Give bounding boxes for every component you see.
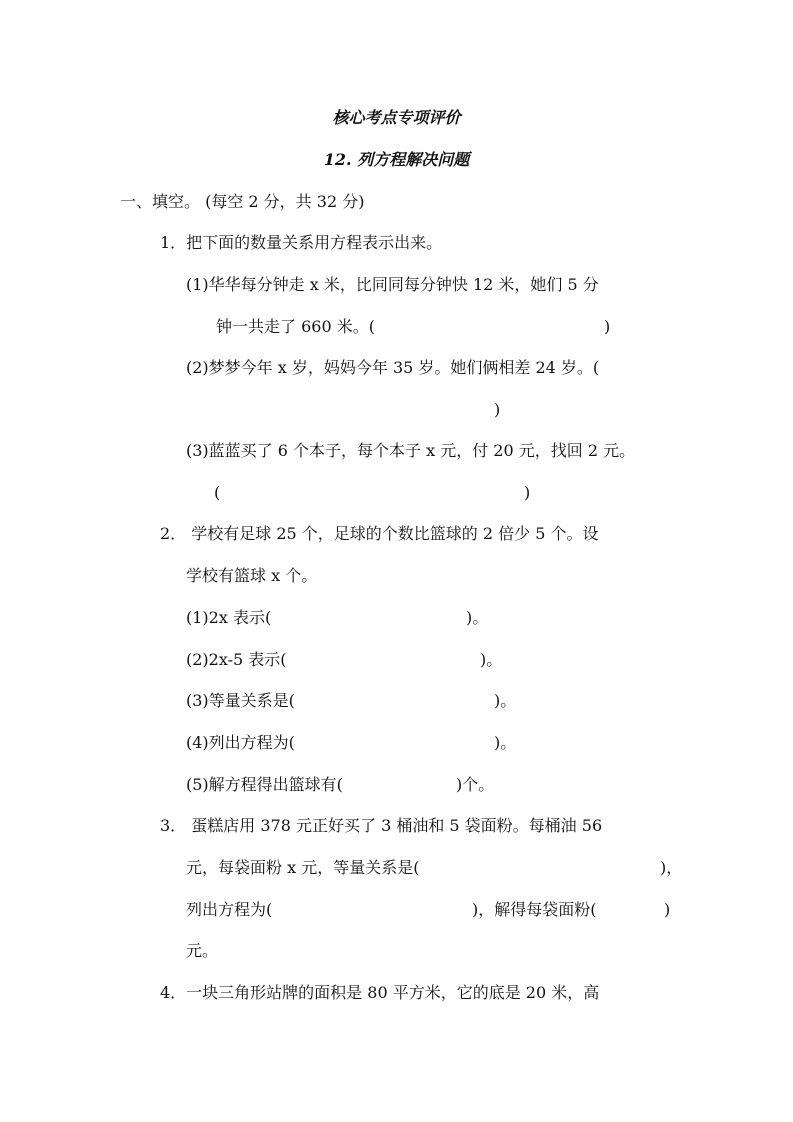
q1-part2-answer-close: ) [494,400,501,419]
q1-part3-answer-close: ) [524,483,531,502]
q2-stem-line2: 学校有篮球 x 个。 [186,566,318,585]
q2-sub4: (4)列出方程为( [186,733,295,752]
q2-sub5-close: )个。 [456,775,495,794]
q3-line3-mid: )，解得每袋面粉( [472,900,597,919]
q1-part1-line2: 钟一共走了 660 米。( [216,317,375,336]
q3-line2: 元，每袋面粉 x 元，等量关系是( [186,858,420,877]
q2-sub3-close: )。 [494,691,517,710]
q1-part2-line1: (2)梦梦今年 x 岁，妈妈今年 35 岁。她们俩相差 24 岁。( [186,358,600,377]
q3-line2-close: )， [660,858,683,877]
q3-line3: 列出方程为( [186,900,273,919]
q2-sub2-close: )。 [480,650,503,669]
q1-part3-line1: (3)蓝蓝买了 6 个本子，每个本子 x 元，付 20 元，找回 2 元。 [186,441,636,460]
q1-part3-answer-open: ( [214,483,221,502]
q2-sub3: (3)等量关系是( [186,691,295,710]
section-heading: 一、填空。 (每空 2 分，共 32 分) [120,192,365,211]
q1-stem: 1．把下面的数量关系用方程表示出来。 [160,233,443,252]
q1-part1-line1: (1)华华每分钟走 x 米，比同同每分钟快 12 米，她们 5 分 [186,275,599,294]
q2-sub1-close: )。 [466,608,489,627]
q3-line3-close: ) [664,900,671,919]
q1-part1-answer-close: ) [604,317,611,336]
q3-line1: 3． 蛋糕店用 378 元正好买了 3 桶油和 5 袋面粉。每桶油 56 [160,816,603,835]
q2-sub1: (1)2x 表示( [186,608,272,627]
q2-sub2: (2)2x-5 表示( [186,650,287,669]
q3-line4: 元。 [186,941,219,960]
q2-sub5: (5)解方程得出篮球有( [186,775,343,794]
q2-stem-line1: 2． 学校有足球 25 个，足球的个数比篮球的 2 倍少 5 个。设 [160,524,599,543]
q2-sub4-close: )。 [494,733,517,752]
page-title: 核心考点专项评价 [332,108,461,127]
page-subtitle: 12. 列方程解决问题 [323,150,470,169]
q4-line1: 4．一块三角形站牌的面积是 80 平方米，它的底是 20 米，高 [160,983,600,1002]
